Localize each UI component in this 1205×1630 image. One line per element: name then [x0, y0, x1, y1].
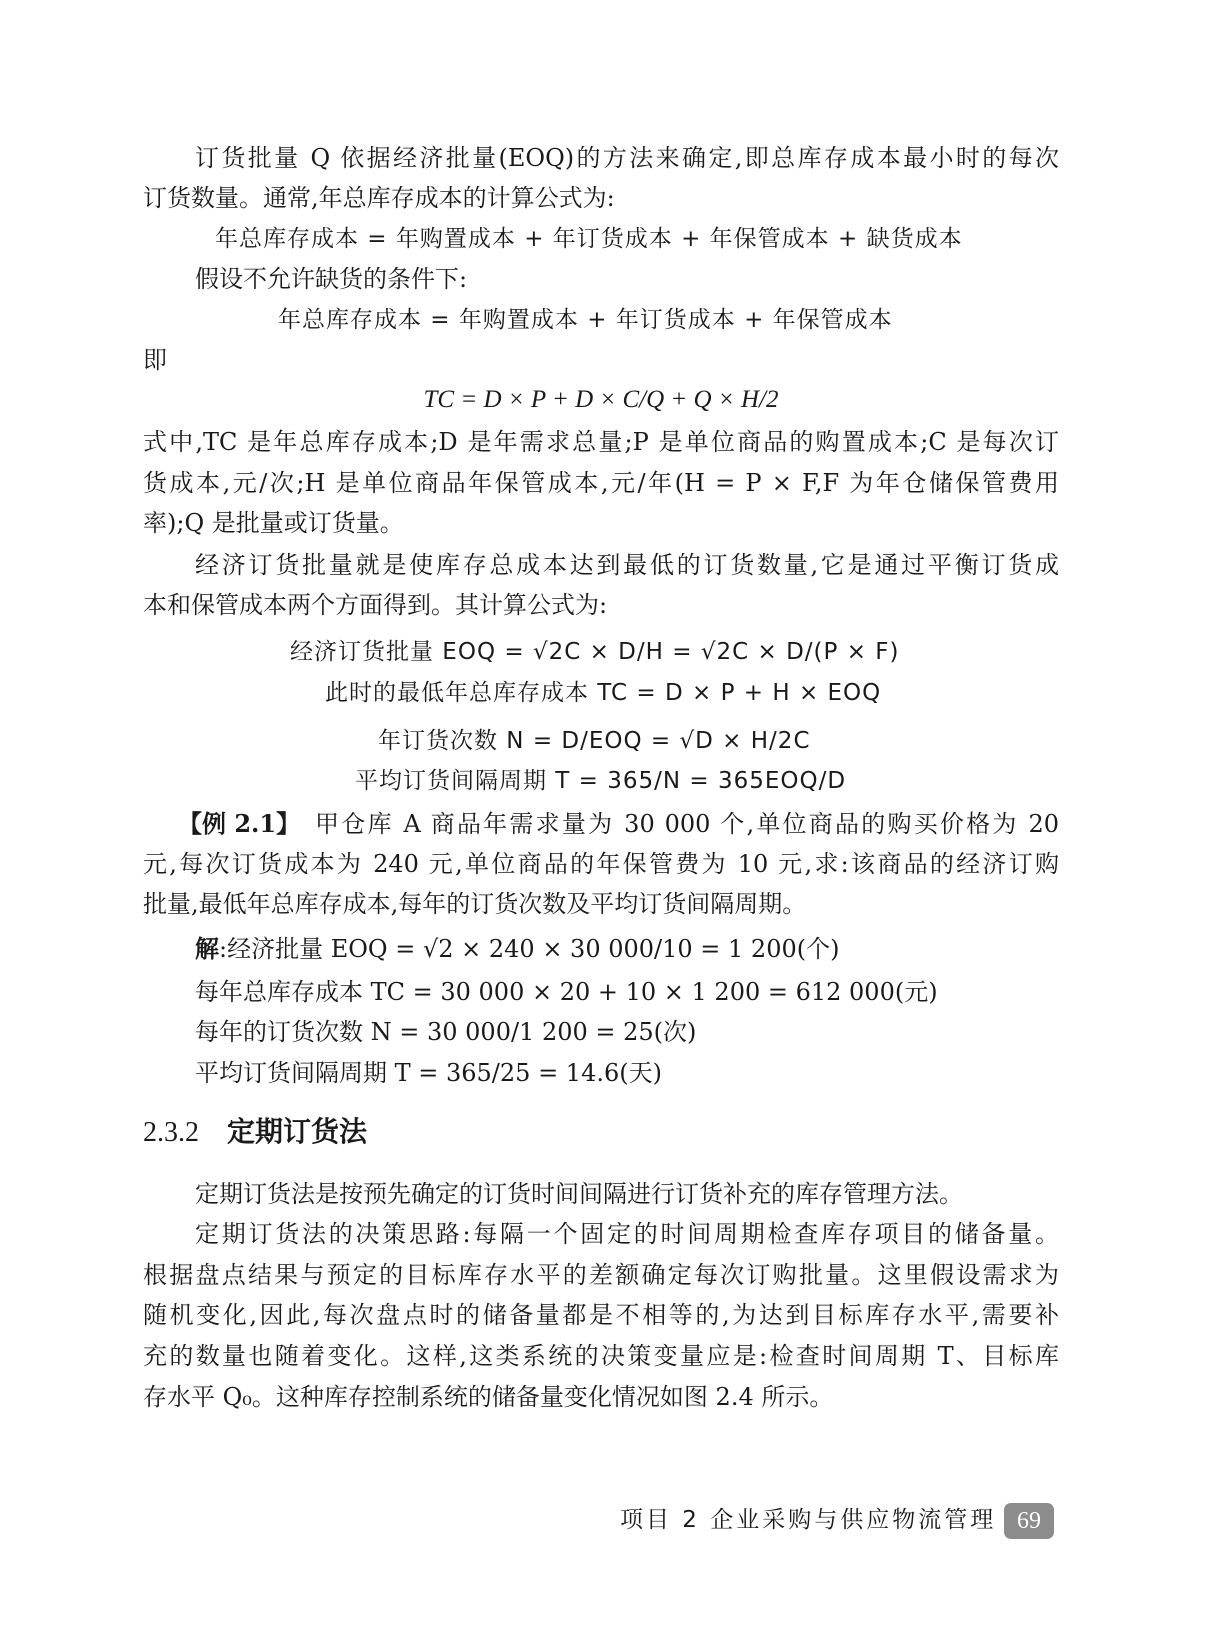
- example-line: 元,每次订货成本为 240 元,单位商品的年保管费为 10 元,求:该商品的经济订购: [143, 850, 1059, 878]
- solution-line: 每年的订货次数 N = 30 000/1 200 = 25(次): [195, 1018, 697, 1046]
- paragraph-line: 本和保管成本两个方面得到。其计算公式为:: [143, 591, 608, 619]
- formula-interval: 平均订货间隔周期 T = 365/N = 365EOQ/D: [355, 768, 847, 794]
- section-paragraph: 充的数量也随着变化。这样,这类系统的决策变量应是:检查时间周期 T、目标库: [143, 1342, 1059, 1370]
- paragraph-line: 假设不允许缺货的条件下:: [195, 265, 468, 293]
- section-paragraph: 定期订货法是按预先确定的订货时间间隔进行订货补充的库存管理方法。: [195, 1180, 963, 1208]
- paragraph-line: 式中,TC 是年总库存成本;D 是年需求总量;P 是单位商品的购置成本;C 是每次订: [143, 428, 1059, 456]
- formula-eoq: 经济订货批量 EOQ = √2C × D/H = √2C × D/(P × F): [290, 639, 900, 665]
- section-paragraph: 定期订货法的决策思路:每隔一个固定的时间周期检查库存项目的储备量。: [195, 1220, 1059, 1248]
- paragraph-line: 订货数量。通常,年总库存成本的计算公式为:: [143, 184, 615, 212]
- solution-line: 平均订货间隔周期 T = 365/25 = 14.6(天): [195, 1059, 662, 1087]
- paragraph-line: 货成本,元/次;H 是单位商品年保管成本,元/年(H = P × F,F 为年仓储保管费用: [143, 469, 1059, 497]
- running-footer-title: 项目 2 企业采购与供应物流管理: [620, 1507, 997, 1533]
- solution-line: [195, 933, 839, 965]
- formula-order-count: 年订货次数 N = D/EOQ = √D × H/2C: [378, 728, 811, 754]
- example-label-text: 【例 2.1】: [178, 809, 301, 838]
- formula-tc: TC = D × P + D × C/Q + Q × H/2: [423, 386, 779, 413]
- paragraph-line: 率);Q 是批量或订货量。: [143, 509, 404, 537]
- formula-min-tc: 此时的最低年总库存成本 TC = D × P + H × EOQ: [325, 680, 882, 706]
- page-number-badge: 69: [1004, 1503, 1054, 1539]
- solution-eoq: :经济批量 EOQ = √2 × 240 × 30 000/10 = 1 200(个): [219, 935, 840, 963]
- formula-total-cost: 年总库存成本 = 年购置成本 + 年订货成本 + 年保管成本 + 缺货成本: [215, 226, 963, 252]
- solution-label: 解: [195, 934, 219, 963]
- section-title: 定期订货法: [227, 1115, 368, 1148]
- section-paragraph: 随机变化,因此,每次盘点时的储备量都是不相等的,为达到目标库存水平,需要补: [143, 1301, 1059, 1329]
- solution-line: 每年总库存成本 TC = 30 000 × 20 + 10 × 1 200 = 612 000(元): [195, 978, 938, 1006]
- section-paragraph: 存水平 Q₀。这种库存控制系统的储备量变化情况如图 2.4 所示。: [143, 1383, 834, 1411]
- paragraph-line: 订货批量 Q 依据经济批量(EOQ)的方法来确定,即总库存成本最小时的每次: [195, 144, 1059, 172]
- section-paragraph: 根据盘点结果与预定的目标库存水平的差额确定每次订购批量。这里假设需求为: [143, 1261, 1059, 1289]
- section-number: 2.3.2: [143, 1117, 199, 1148]
- example-label: [178, 808, 300, 840]
- example-line: 甲仓库 A 商品年需求量为 30 000 个,单位商品的购买价格为 20: [315, 810, 1059, 838]
- formula-total-cost-no-shortage: 年总库存成本 = 年购置成本 + 年订货成本 + 年保管成本: [278, 307, 893, 333]
- example-line: 批量,最低年总库存成本,每年的订货次数及平均订货间隔周期。: [143, 890, 807, 918]
- paragraph-line: 经济订货批量就是使库存总成本达到最低的订货数量,它是通过平衡订货成: [195, 551, 1059, 579]
- section-heading: [143, 1114, 367, 1151]
- paragraph-line: 即: [143, 346, 167, 374]
